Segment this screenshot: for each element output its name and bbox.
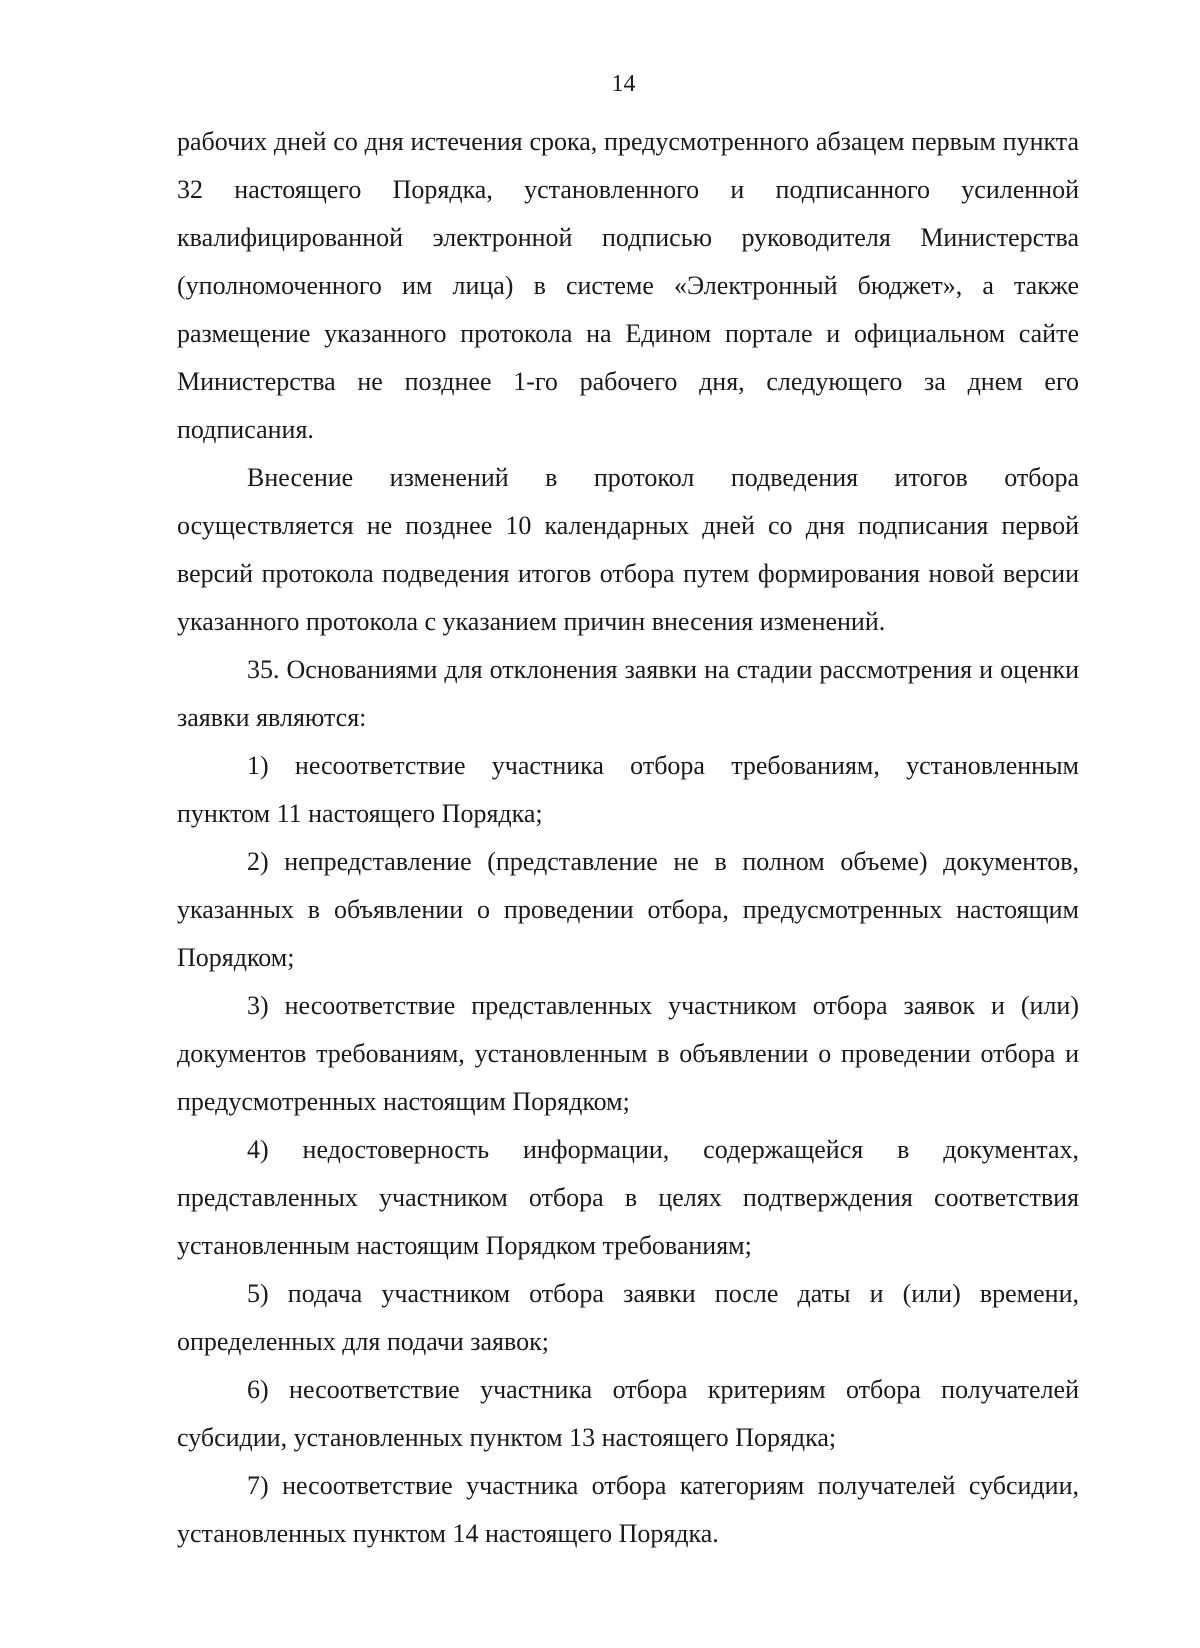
list-item-6: 6) несоответствие участника отбора критериям отбора получателей субсидии, установленных пунктом 13 настоящего Порядка; bbox=[177, 1375, 1079, 1452]
list-item-5: 5) подача участником отбора заявки после даты и (или) времени, определенных для подачи заявок; bbox=[177, 1279, 1079, 1356]
list-item-1: 1) несоответствие участника отбора требованиям, установленным пунктом 11 настоящего Порядка; bbox=[177, 751, 1079, 828]
page-number: 14 bbox=[611, 71, 636, 97]
list-item-7: 7) несоответствие участника отбора категориям получателей субсидии, установленных пунктом 14 настоящего Порядка. bbox=[177, 1471, 1079, 1548]
paragraph-continuation: рабочих дней со дня истечения срока, предусмотренного абзацем первым пункта 32 настоящего Порядка, установленного и подписанного усиленной квалифицированной электронной подписью руководителя Министерства (уполномоченного им лица) в системе «Электронный бюджет», а также размещение указанного протокола на Едином портале и официальном сайте Министерства не позднее 1-го рабочего дня, следующего за днем его подписания. bbox=[177, 127, 1079, 444]
document-body bbox=[177, 118, 1079, 1558]
paragraph-protocol-changes: Внесение изменений в протокол подведения итогов отбора осуществляется не позднее 10 календарных дней со дня подписания первой версий протокола подведения итогов отбора путем формирования новой версии указанного протокола с указанием причин внесения изменений. bbox=[177, 463, 1079, 636]
list-item-2: 2) непредставление (представление не в полном объеме) документов, указанных в объявлении о проведении отбора, предусмотренных настоящим Порядком; bbox=[177, 847, 1079, 972]
paragraph-item-35: 35. Основаниями для отклонения заявки на стадии рассмотрения и оценки заявки являются: bbox=[177, 655, 1079, 732]
list-item-4: 4) недостоверность информации, содержащейся в документах, представленных участником отбора в целях подтверждения соответствия установленным настоящим Порядком требованиям; bbox=[177, 1135, 1079, 1260]
list-item-3: 3) несоответствие представленных участником отбора заявок и (или) документов требованиям, установленным в объявлении о проведении отбора и предусмотренных настоящим Порядком; bbox=[177, 991, 1079, 1116]
